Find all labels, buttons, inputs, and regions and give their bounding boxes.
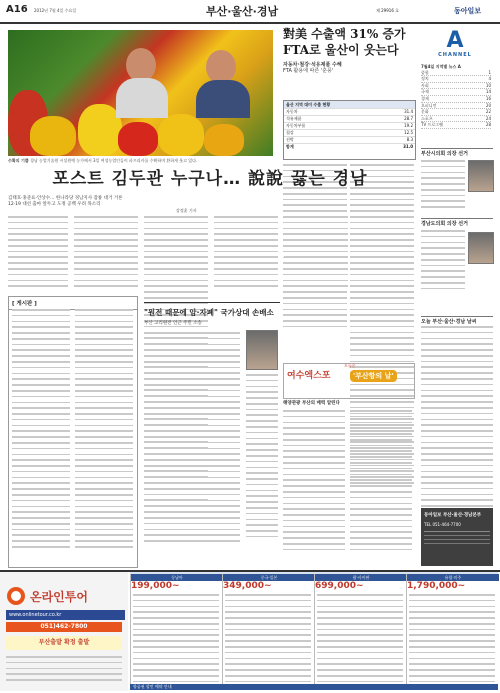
ad-brand: 온라인투어 [30, 590, 88, 604]
channel-logo [420, 30, 490, 60]
mugshot-1 [468, 160, 494, 192]
ad-column-price: 349,000~ [223, 581, 272, 591]
sidebar-body-2 [421, 230, 465, 294]
contact-tel: TEL 051-464-7700 [424, 522, 461, 527]
channel-letter: A [446, 28, 464, 53]
story2-header [144, 302, 280, 327]
contact-box [421, 508, 493, 566]
subhead-2: 12·19 대선 출마 앞두고 도정 공백 우려 목소리 [8, 202, 101, 207]
table-row: 선박 8.3 [286, 137, 413, 142]
trade-sub: FTA 활용에 따른 '훈풍' [283, 68, 334, 74]
channel-label: CHANNEL [438, 52, 472, 58]
story2-body-col2 [246, 374, 278, 542]
list-item[interactable]: 문화 22 [421, 109, 491, 115]
list-item[interactable]: 오피니언 20 [421, 102, 491, 108]
ad-column-price: 699,000~ [315, 581, 364, 591]
mugshot-2 [468, 232, 494, 264]
ad-column-region: 괌·사이판 [315, 574, 407, 581]
sidebar-title-2: 경남도의회 의장 선거 [421, 218, 493, 227]
expo-sub: 해양관광 부산의 매력 알린다 [283, 401, 340, 406]
list-item[interactable]: 경제 16 [421, 95, 491, 101]
sidebar-body-1 [421, 160, 465, 212]
caption-title: 수확의 기쁨 [8, 158, 29, 163]
expo-body-col1 [283, 410, 345, 555]
contact-title: 동아일보 부산·울산·경남본부 [424, 513, 482, 518]
expo-body-col2 [350, 410, 412, 555]
trade-kicker: 자동차·철강·석유제품 수혜 [283, 62, 342, 68]
main-body-col4 [214, 216, 278, 291]
ad-column-region: 유럽·미주 [407, 574, 499, 581]
story2-body-col1 [144, 332, 240, 546]
issue-number: 제 29916 호 [376, 8, 399, 13]
story2-title: "원전 때문에 암·자폐" 국가상대 손배소 [144, 308, 274, 317]
story2-photo [246, 330, 278, 370]
ad-column-price: 199,000~ [131, 581, 180, 591]
main-headline: 포스트 김두관 누구나… 說說 끓는 경남 [52, 169, 368, 189]
table-row: 자동차 31.4 [286, 109, 413, 114]
expo-title: 여수엑스포 [287, 371, 331, 381]
index-subtitle: 7월4일 지역별 뉴스 A [421, 64, 461, 69]
trade-story-headline [283, 27, 416, 97]
list-item[interactable]: 정치 4 [421, 76, 491, 82]
expo-day: '부산항의 날' [350, 370, 397, 382]
list-item[interactable]: TV 프로그램 28 [421, 122, 491, 128]
ad-promo: 부산출발 확정 출발 [6, 636, 122, 650]
ad-logo [6, 584, 116, 608]
list-item[interactable]: 스포츠 24 [421, 115, 491, 121]
sidebar-title-3: 오늘 부산·울산·경남 날씨 [421, 316, 493, 325]
ad-column[interactable] [222, 574, 315, 689]
page-number: A16 [6, 4, 28, 15]
lead-photo [8, 30, 273, 156]
list-item[interactable]: 사회 10 [421, 82, 491, 88]
table-row: 자동차부품 19.2 [286, 123, 413, 128]
sidebar-story-2 [421, 218, 493, 227]
ad-column-price: 1,790,000~ [407, 581, 466, 591]
list-item[interactable]: 종합 1 [421, 69, 491, 75]
channel-index [421, 64, 491, 129]
bulletin-board [8, 296, 138, 568]
sidebar-story-1 [421, 148, 493, 157]
caption-text: 경남 농업기술원 시설원예 농가에서 3일 여성농업인들이 파프리카를 수확하며 환하게 웃고 있다. [30, 158, 198, 163]
masthead: 동아일보 [454, 7, 482, 15]
main-body-col1 [8, 216, 68, 291]
photo-caption [8, 158, 273, 163]
ad-bottom-notice: 항공권 할인 예약 안내 [130, 684, 498, 690]
expo-kicker: 오늘은 [344, 363, 356, 368]
ad-column[interactable] [130, 574, 223, 689]
ad-column-region: 중국·일본 [223, 574, 315, 581]
sidebar-story-3 [421, 316, 493, 325]
story2-sub: 부산 고리원전 인근 주민 소송 [144, 321, 202, 326]
headline-line-2: FTA로 울산이 웃는다 [283, 43, 399, 57]
ad-phone[interactable]: 051)462-7800 [6, 622, 122, 632]
ad-brand-panel[interactable] [0, 572, 128, 691]
list-item[interactable]: 국제 14 [421, 89, 491, 95]
ad-column-region: 동남아 [131, 574, 223, 581]
ad-price-grid [130, 574, 498, 689]
ad-url[interactable]: www.onlinetour.co.kr [6, 610, 125, 620]
issue-date: 2012년 7월 4일 수요일 [34, 8, 77, 13]
table-row: 석유제품 28.7 [286, 116, 413, 121]
expo-banner [283, 363, 415, 399]
bulletin-title: [ 게시판 ] [9, 297, 137, 310]
ad-column[interactable] [314, 574, 407, 689]
table-row: 합계 31.0 [286, 144, 413, 149]
byline: 강정훈 기자 [176, 208, 197, 213]
main-body-col2 [74, 216, 138, 291]
section-title: 부산·울산·경남 [206, 5, 279, 18]
main-body-col5 [284, 216, 348, 291]
ad-column[interactable] [406, 574, 499, 689]
main-subheadline [8, 196, 208, 208]
headline-line-1: 對美 수출액 31% 증가 [283, 27, 406, 41]
page-header [0, 0, 500, 24]
subhead-1: 김태호·홍준표·안상수… 한나라당 경남지사 잠룡 대거 거론 [8, 196, 123, 201]
globe-icon [6, 586, 26, 606]
table-title: 울산 지역 대미 수출 현황 [284, 101, 415, 108]
export-table [283, 100, 416, 160]
sidebar-title-1: 부산시의회 의장 선거 [421, 148, 493, 157]
table-row: 철강 12.5 [286, 130, 413, 135]
